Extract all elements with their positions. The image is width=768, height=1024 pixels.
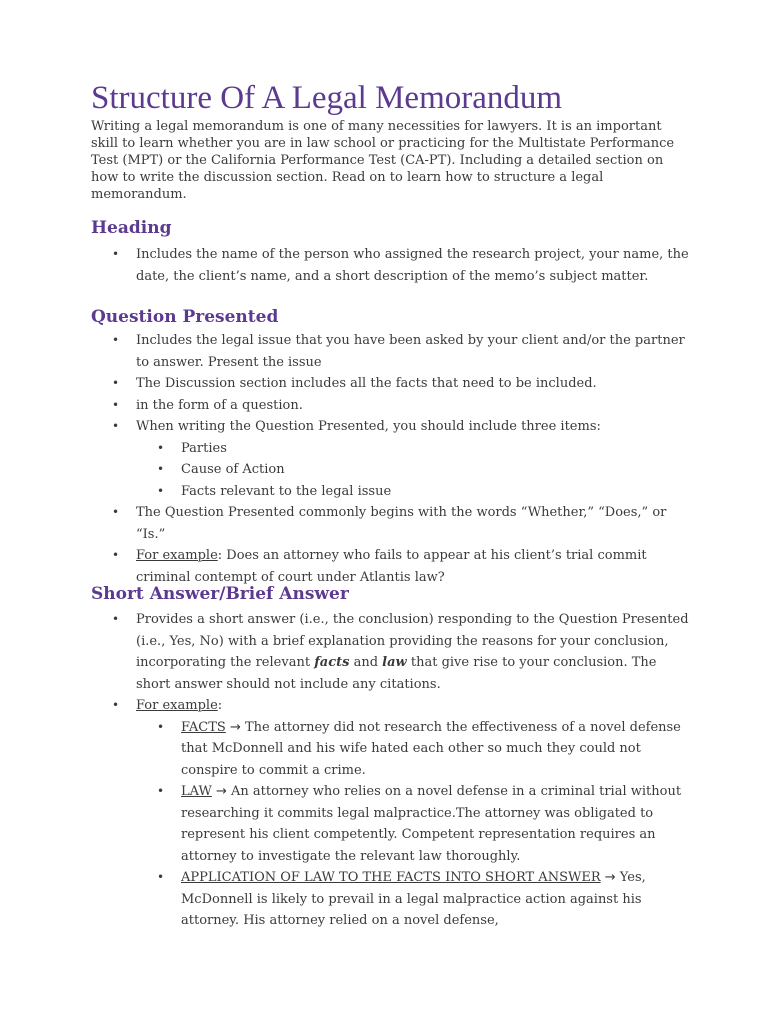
list-item bbox=[112, 695, 692, 932]
example-sublist bbox=[136, 717, 692, 932]
example-label: For example bbox=[136, 698, 218, 713]
sub-list-item: • Facts relevant to the legal issue bbox=[136, 481, 692, 503]
facts-emphasis: facts bbox=[314, 655, 350, 670]
list-item: • Includes the legal issue that you have been asked by your client and/or the partner to answer. Present the issue bbox=[112, 330, 692, 373]
heading-list bbox=[112, 244, 692, 287]
list-item-text: Provides a short answer (i.e., the conclusion) responding to the Question Presented (i.e., Yes, No) with a brief explanation providing the reasons for your conclusion, incorporating the relevant bbox=[136, 612, 689, 670]
list-item bbox=[112, 416, 692, 502]
list-item: • in the form of a question. bbox=[112, 395, 692, 417]
application-text: Yes, McDonnell is likely to prevail in a legal malpractice action against his attorney. His attorney relied on a novel defense, bbox=[181, 870, 646, 928]
right-arrow-icon: → bbox=[229, 719, 241, 735]
page-title: Structure Of A Legal Memorandum bbox=[91, 80, 563, 116]
question-presented-list bbox=[112, 330, 692, 588]
law-label: LAW bbox=[181, 784, 212, 799]
list-item bbox=[112, 609, 692, 695]
sub-list-item: • Parties bbox=[136, 438, 692, 460]
list-item-text: and bbox=[349, 655, 383, 670]
example-label: For example bbox=[136, 548, 218, 563]
example-colon: : bbox=[217, 698, 223, 713]
facts-label: FACTS bbox=[181, 719, 226, 735]
section-heading-heading: Heading bbox=[91, 218, 172, 238]
sub-list-item bbox=[136, 781, 692, 867]
list-item-text: When writing the Question Presented, you should include three items: bbox=[136, 419, 601, 434]
law-text: An attorney who relies on a novel defense in a criminal trial without researching it commits legal malpractice.The attorney was obligated to represent his client competently. Competent representation requires an attorney to investigate the relevant law thoroughly. bbox=[181, 784, 682, 864]
section-heading-question-presented: Question Presented bbox=[91, 307, 279, 327]
right-arrow-icon: → bbox=[216, 784, 227, 799]
list-item bbox=[112, 545, 692, 588]
sub-list-item bbox=[136, 867, 692, 932]
list-item-text: that give rise to your conclusion. The short answer should not include any citations. bbox=[136, 655, 657, 692]
law-emphasis: law bbox=[382, 655, 407, 670]
sub-list-item: • Cause of Action bbox=[136, 459, 692, 481]
list-item: • The Question Presented commonly begins with the words “Whether,” “Does,” or “Is.” bbox=[112, 502, 692, 545]
application-label: APPLICATION OF LAW TO THE FACTS INTO SHORT ANSWER bbox=[181, 870, 601, 885]
list-item: • The Discussion section includes all the facts that need to be included. bbox=[112, 373, 692, 395]
example-text: : Does an attorney who fails to appear at his client’s trial commit criminal contempt of court under Atlantis law? bbox=[136, 548, 647, 585]
facts-text: The attorney did not research the effectiveness of a novel defense that McDonnell and his wife hated each other so much they could not conspire to commit a crime. bbox=[181, 719, 681, 778]
sub-list-item bbox=[136, 717, 692, 782]
section-heading-short-answer: Short Answer/Brief Answer bbox=[91, 584, 349, 604]
short-answer-list bbox=[112, 609, 692, 932]
list-item: • Includes the name of the person who assigned the research project, your name, the date, the client’s name, and a short description of the memo’s subject matter. bbox=[112, 244, 692, 287]
right-arrow-icon: → bbox=[604, 870, 616, 885]
intro-paragraph: Writing a legal memorandum is one of many necessities for lawyers. It is an important skill to learn whether you are in law school or practicing for the Multistate Performance Test (MPT) or the California Performance Test (CA-PT). Including a detailed section on how to write the discussion section. Read on to learn how to structure a legal memorandum. bbox=[91, 119, 675, 202]
three-items-sublist bbox=[136, 438, 692, 503]
